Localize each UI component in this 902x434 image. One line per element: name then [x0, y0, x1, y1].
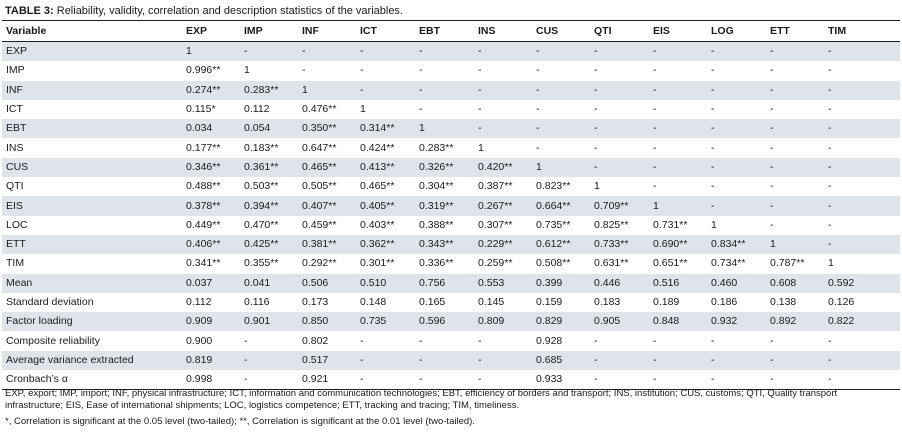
value-cell: -: [707, 351, 766, 370]
value-cell: -: [649, 351, 707, 370]
value-cell: 0.361**: [240, 158, 298, 177]
value-cell: 0.829: [532, 312, 590, 331]
value-cell: -: [707, 331, 766, 350]
value-cell: -: [707, 61, 766, 80]
value-cell: 0.647**: [298, 138, 356, 157]
value-cell: -: [590, 331, 649, 350]
value-cell: -: [240, 370, 298, 390]
value-cell: -: [590, 61, 649, 80]
value-cell: 0.664**: [532, 196, 590, 215]
value-cell: -: [474, 331, 532, 350]
value-cell: -: [649, 81, 707, 100]
value-cell: 1: [356, 100, 415, 119]
value-cell: -: [532, 119, 590, 138]
value-cell: 0.465**: [298, 158, 356, 177]
value-cell: 0.420**: [474, 158, 532, 177]
header-ins: INS: [474, 21, 532, 42]
value-cell: -: [532, 100, 590, 119]
value-cell: -: [649, 100, 707, 119]
value-cell: 0.892: [766, 312, 824, 331]
value-cell: -: [707, 81, 766, 100]
value-cell: -: [415, 42, 474, 62]
row-label-cell: TIM: [2, 254, 182, 273]
value-cell: 0.822: [824, 312, 900, 331]
value-cell: -: [824, 216, 900, 235]
value-cell: 0.413**: [356, 158, 415, 177]
value-cell: 0.996**: [182, 61, 240, 80]
value-cell: 0.189: [649, 293, 707, 312]
value-cell: -: [766, 158, 824, 177]
value-cell: 0.283**: [415, 138, 474, 157]
value-cell: 0.116: [240, 293, 298, 312]
value-cell: -: [824, 370, 900, 390]
table-row: [2, 119, 900, 138]
value-cell: 0.905: [590, 312, 649, 331]
value-cell: 0.787**: [766, 254, 824, 273]
value-cell: -: [590, 351, 649, 370]
value-cell: 0.183: [590, 293, 649, 312]
value-cell: 0.283**: [240, 81, 298, 100]
value-cell: 1: [590, 177, 649, 196]
value-cell: -: [590, 138, 649, 157]
value-cell: -: [415, 81, 474, 100]
row-label-cell: Standard deviation: [2, 293, 182, 312]
value-cell: -: [240, 351, 298, 370]
row-label-cell: ICT: [2, 100, 182, 119]
value-cell: -: [415, 100, 474, 119]
value-cell: -: [766, 100, 824, 119]
value-cell: 0.731**: [649, 216, 707, 235]
value-cell: 1: [182, 42, 240, 62]
value-cell: 0.112: [182, 293, 240, 312]
value-cell: -: [356, 331, 415, 350]
table-row: [2, 158, 900, 177]
value-cell: -: [707, 138, 766, 157]
value-cell: 0.506: [298, 274, 356, 293]
value-cell: -: [707, 100, 766, 119]
row-label-cell: QTI: [2, 177, 182, 196]
table-row: [2, 100, 900, 119]
table-row: [2, 235, 900, 254]
value-cell: 0.631**: [590, 254, 649, 273]
value-cell: 0.355**: [240, 254, 298, 273]
value-cell: 0.685: [532, 351, 590, 370]
value-cell: 0.381**: [298, 235, 356, 254]
value-cell: 0.115*: [182, 100, 240, 119]
header-ict: ICT: [356, 21, 415, 42]
value-cell: 0.165: [415, 293, 474, 312]
value-cell: 0.901: [240, 312, 298, 331]
value-cell: 0.341**: [182, 254, 240, 273]
value-cell: 0.186: [707, 293, 766, 312]
value-cell: 0.592: [824, 274, 900, 293]
value-cell: 0.608: [766, 274, 824, 293]
value-cell: -: [824, 235, 900, 254]
abbreviations-note: EXP, export; IMP, import; INF, physical infrastructure; ICT, information and communication technologies; EBT, efficiency of borders and transport; INS, institution; CUS, customs; QTI, Quality transport infrastructure; EIS, Ease of international shipments; LOC, logistics competence; ETT, tracking and tracing; TIM, timeliness.: [5, 388, 838, 411]
value-cell: 0.159: [532, 293, 590, 312]
value-cell: 1: [298, 81, 356, 100]
row-label-cell: CUS: [2, 158, 182, 177]
value-cell: 0.488**: [182, 177, 240, 196]
value-cell: -: [532, 138, 590, 157]
value-cell: 0.921: [298, 370, 356, 390]
value-cell: 0.054: [240, 119, 298, 138]
header-ett: ETT: [766, 21, 824, 42]
value-cell: -: [474, 370, 532, 390]
table-row: [2, 293, 900, 312]
value-cell: 0.274**: [182, 81, 240, 100]
value-cell: -: [649, 61, 707, 80]
value-cell: 1: [649, 196, 707, 215]
value-cell: -: [707, 196, 766, 215]
value-cell: 0.932: [707, 312, 766, 331]
value-cell: -: [356, 370, 415, 390]
value-cell: -: [649, 331, 707, 350]
value-cell: 0.314**: [356, 119, 415, 138]
value-cell: -: [474, 119, 532, 138]
value-cell: -: [532, 61, 590, 80]
value-cell: 0.850: [298, 312, 356, 331]
value-cell: 0.734**: [707, 254, 766, 273]
value-cell: 0.173: [298, 293, 356, 312]
value-cell: 0.388**: [415, 216, 474, 235]
value-cell: -: [766, 370, 824, 390]
value-cell: 0.709**: [590, 196, 649, 215]
header-tim: TIM: [824, 21, 900, 42]
value-cell: 0.505**: [298, 177, 356, 196]
value-cell: -: [707, 177, 766, 196]
value-cell: -: [824, 196, 900, 215]
table-row: [2, 351, 900, 370]
value-cell: 0.460: [707, 274, 766, 293]
value-cell: -: [474, 61, 532, 80]
value-cell: 0.449**: [182, 216, 240, 235]
value-cell: 0.612**: [532, 235, 590, 254]
value-cell: 1: [707, 216, 766, 235]
value-cell: 0.802: [298, 331, 356, 350]
value-cell: -: [240, 331, 298, 350]
value-cell: 0.034: [182, 119, 240, 138]
statistics-table: [2, 20, 900, 390]
value-cell: -: [824, 61, 900, 80]
table-caption-label: TABLE 3:: [5, 5, 54, 17]
row-label-cell: INF: [2, 81, 182, 100]
value-cell: 0.470**: [240, 216, 298, 235]
value-cell: 0.823**: [532, 177, 590, 196]
value-cell: 0.424**: [356, 138, 415, 157]
value-cell: -: [415, 331, 474, 350]
value-cell: 0.517: [298, 351, 356, 370]
value-cell: 1: [766, 235, 824, 254]
table-row: [2, 216, 900, 235]
value-cell: 0.825**: [590, 216, 649, 235]
header-row: [2, 21, 900, 42]
value-cell: 0.126: [824, 293, 900, 312]
value-cell: -: [766, 331, 824, 350]
value-cell: 0.553: [474, 274, 532, 293]
value-cell: 0.399: [532, 274, 590, 293]
value-cell: 0.041: [240, 274, 298, 293]
row-label-cell: Factor loading: [2, 312, 182, 331]
table-row: [2, 312, 900, 331]
value-cell: -: [649, 370, 707, 390]
value-cell: -: [298, 61, 356, 80]
value-cell: -: [824, 351, 900, 370]
table-row: [2, 274, 900, 293]
row-label-cell: IMP: [2, 61, 182, 80]
row-label-cell: EIS: [2, 196, 182, 215]
table-row: [2, 61, 900, 80]
value-cell: -: [356, 42, 415, 62]
value-cell: 0.267**: [474, 196, 532, 215]
value-cell: 0.476**: [298, 100, 356, 119]
header-log: LOG: [707, 21, 766, 42]
value-cell: -: [474, 100, 532, 119]
table-row: [2, 81, 900, 100]
value-cell: 0.508**: [532, 254, 590, 273]
value-cell: -: [707, 119, 766, 138]
table-row: [2, 196, 900, 215]
value-cell: 1: [474, 138, 532, 157]
value-cell: 0.183**: [240, 138, 298, 157]
value-cell: -: [298, 42, 356, 62]
row-label-cell: ETT: [2, 235, 182, 254]
value-cell: 0.465**: [356, 177, 415, 196]
value-cell: -: [766, 216, 824, 235]
value-cell: -: [356, 61, 415, 80]
value-cell: 0.510: [356, 274, 415, 293]
value-cell: -: [766, 138, 824, 157]
value-cell: 0.177**: [182, 138, 240, 157]
table-notes: [5, 388, 897, 428]
value-cell: -: [766, 196, 824, 215]
value-cell: 0.446: [590, 274, 649, 293]
value-cell: 0.301**: [356, 254, 415, 273]
table-row: [2, 254, 900, 273]
value-cell: -: [356, 351, 415, 370]
value-cell: 0.346**: [182, 158, 240, 177]
table-row: [2, 138, 900, 157]
table-header: [2, 21, 900, 42]
value-cell: -: [766, 61, 824, 80]
value-cell: 0.998: [182, 370, 240, 390]
value-cell: 0.405**: [356, 196, 415, 215]
header-variable: Variable: [2, 21, 182, 42]
value-cell: 0.350**: [298, 119, 356, 138]
value-cell: -: [474, 42, 532, 62]
value-cell: 0.651**: [649, 254, 707, 273]
header-ebt: EBT: [415, 21, 474, 42]
row-label-cell: EBT: [2, 119, 182, 138]
value-cell: -: [824, 119, 900, 138]
value-cell: -: [240, 42, 298, 62]
value-cell: 0.735**: [532, 216, 590, 235]
value-cell: -: [590, 81, 649, 100]
value-cell: -: [415, 370, 474, 390]
value-cell: 0.733**: [590, 235, 649, 254]
value-cell: -: [824, 81, 900, 100]
value-cell: 0.900: [182, 331, 240, 350]
header-qti: QTI: [590, 21, 649, 42]
value-cell: 0.809: [474, 312, 532, 331]
table-row: [2, 370, 900, 390]
value-cell: 0.848: [649, 312, 707, 331]
value-cell: 0.304**: [415, 177, 474, 196]
value-cell: 0.336**: [415, 254, 474, 273]
row-label-cell: LOC: [2, 216, 182, 235]
value-cell: 0.928: [532, 331, 590, 350]
value-cell: -: [824, 158, 900, 177]
header-cus: CUS: [532, 21, 590, 42]
row-label-cell: Mean: [2, 274, 182, 293]
value-cell: -: [415, 61, 474, 80]
value-cell: 1: [532, 158, 590, 177]
value-cell: 0.145: [474, 293, 532, 312]
value-cell: 0.933: [532, 370, 590, 390]
value-cell: 0.819: [182, 351, 240, 370]
value-cell: 0.378**: [182, 196, 240, 215]
value-cell: 0.516: [649, 274, 707, 293]
value-cell: -: [590, 42, 649, 62]
value-cell: -: [824, 42, 900, 62]
header-inf: INF: [298, 21, 356, 42]
value-cell: 0.425**: [240, 235, 298, 254]
value-cell: -: [532, 81, 590, 100]
value-cell: -: [766, 119, 824, 138]
value-cell: 0.319**: [415, 196, 474, 215]
value-cell: 0.229**: [474, 235, 532, 254]
header-exp: EXP: [182, 21, 240, 42]
value-cell: -: [474, 81, 532, 100]
value-cell: -: [532, 42, 590, 62]
value-cell: -: [824, 331, 900, 350]
value-cell: -: [824, 100, 900, 119]
value-cell: 0.690**: [649, 235, 707, 254]
value-cell: -: [707, 158, 766, 177]
value-cell: 1: [240, 61, 298, 80]
value-cell: 1: [824, 254, 900, 273]
table-row: [2, 177, 900, 196]
row-label-cell: Cronbach’s α: [2, 370, 182, 390]
value-cell: 0.307**: [474, 216, 532, 235]
value-cell: 0.394**: [240, 196, 298, 215]
value-cell: 0.909: [182, 312, 240, 331]
value-cell: 0.037: [182, 274, 240, 293]
value-cell: 0.259**: [474, 254, 532, 273]
value-cell: -: [590, 158, 649, 177]
value-cell: -: [824, 138, 900, 157]
value-cell: -: [649, 42, 707, 62]
row-label-cell: INS: [2, 138, 182, 157]
value-cell: 0.343**: [415, 235, 474, 254]
value-cell: -: [590, 370, 649, 390]
value-cell: -: [649, 119, 707, 138]
value-cell: 0.292**: [298, 254, 356, 273]
row-label-cell: Composite reliability: [2, 331, 182, 350]
row-label-cell: Average variance extracted: [2, 351, 182, 370]
value-cell: 0.362**: [356, 235, 415, 254]
value-cell: -: [415, 351, 474, 370]
table-row: [2, 42, 900, 62]
table-caption: [5, 4, 403, 18]
value-cell: 0.756: [415, 274, 474, 293]
header-eis: EIS: [649, 21, 707, 42]
value-cell: 0.148: [356, 293, 415, 312]
value-cell: 1: [415, 119, 474, 138]
value-cell: 0.596: [415, 312, 474, 331]
value-cell: -: [590, 100, 649, 119]
value-cell: -: [766, 177, 824, 196]
header-imp: IMP: [240, 21, 298, 42]
significance-note: *, Correlation is significant at the 0.05 level (two-tailed); **, Correlation is significant at the 0.01 level (two-tailed).: [5, 416, 475, 427]
value-cell: -: [766, 351, 824, 370]
table-row: [2, 331, 900, 350]
value-cell: -: [474, 351, 532, 370]
value-cell: -: [766, 42, 824, 62]
value-cell: 0.112: [240, 100, 298, 119]
table-body: [2, 42, 900, 390]
row-label-cell: EXP: [2, 42, 182, 62]
value-cell: -: [707, 370, 766, 390]
value-cell: -: [707, 42, 766, 62]
value-cell: 0.503**: [240, 177, 298, 196]
value-cell: 0.406**: [182, 235, 240, 254]
value-cell: -: [766, 81, 824, 100]
value-cell: -: [649, 138, 707, 157]
value-cell: 0.735: [356, 312, 415, 331]
table-caption-text: Reliability, validity, correlation and description statistics of the variables.: [53, 5, 403, 17]
value-cell: 0.403**: [356, 216, 415, 235]
value-cell: 0.387**: [474, 177, 532, 196]
value-cell: -: [824, 177, 900, 196]
value-cell: -: [590, 119, 649, 138]
value-cell: -: [649, 158, 707, 177]
value-cell: 0.407**: [298, 196, 356, 215]
value-cell: 0.326**: [415, 158, 474, 177]
value-cell: -: [356, 81, 415, 100]
value-cell: 0.138: [766, 293, 824, 312]
value-cell: 0.834**: [707, 235, 766, 254]
value-cell: 0.459**: [298, 216, 356, 235]
value-cell: -: [649, 177, 707, 196]
